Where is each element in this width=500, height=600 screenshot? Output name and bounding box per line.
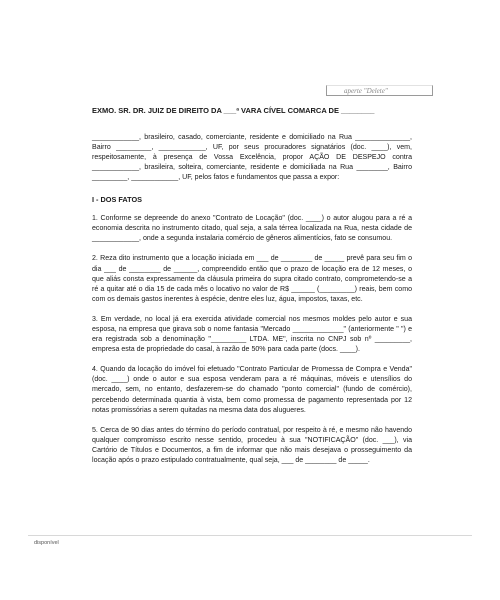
paragraph-2: 2. Reza dito instrumento que a locação iniciada em ___ de ________ de _____ prevê para seu fim o dia ___ de ________ de ______, compreendido então que o prazo de locação era de 12 meses, o que aliás consta expressamente da cláusula primeira do supra citado contrato, comprometendo-se a ré a quitar até o dia 15 de cada mês o locativo no valor de R$ ______ (_________) reais, bem como com os demais gastos inerentes à espécie, dentre eles luz, água, impostos, taxas, etc. [92,255,412,303]
delete-hint-box [326,85,433,96]
paragraph-1: 1. Conforme se depreende do anexo "Contrato de Locação" (doc. ____) o autor alugou para a ré a economia descrita no instrumento citado, qual seja, a sala térrea localizada na Rua, nesta cidade de ____________, onde a segunda instalaria comércio de gêneros alimentícios, fato se consumou. [92,215,412,243]
document-title: EXMO. SR. DR. JUIZ DE DIREITO DA ___ª VARA CÍVEL COMARCA DE ________ [92,106,375,115]
delete-hint-text: aperte "Delete" [344,87,388,95]
document-body [92,106,412,476]
section-title: I - DOS FATOS [92,195,143,205]
paragraph-3: 3. Em verdade, no local já era exercida atividade comercial nos mesmos moldes pelo autor e sua esposa, na empresa que girava sob o nome fantasia "Mercado _____________" (anteriormente " ") e era registrada sob a denominação "_________ LTDA. ME", inscrita no CNPJ sob nº _________, empresa esta de propriedade do casal, à razão de 50% para cada parte (docs. ____). [92,315,412,354]
footer-text: disponível [34,540,59,546]
intro-paragraph: ____________, brasileiro, casado, comerciante, residente e domiciliado na Rua ______________, Bairro _________, ____________, UF, por seus procuradores signatários (doc. ____), vem, respeitosamente, à presença de Vossa Excelência, propor AÇÃO DE DESPEJO contra ____________, brasileira, solteira, comerciante, residente e domiciliada na Rua ________, Bairro _________, ____________, UF, pelos fatos e fundamentos que passa a expor: [92,133,412,181]
footer-divider [28,535,472,536]
paragraph-5: 5. Cerca de 90 dias antes do término do período contratual, por respeito à ré, e mesmo não havendo qualquer compromisso escrito nesse sentido, procedeu à sua "NOTIFICAÇÃO" (doc. ___), via Cartório de Títulos e Documentos, a fim de informar que não mais desejava o prosseguimento da locação após o prazo estipulado contratualmente, qual seja, ___ de ________ de _____. [92,426,412,465]
paragraph-4: 4. Quando da locação do imóvel foi efetuado "Contrato Particular de Promessa de Compra e Venda" (doc. ____) onde o autor e sua esposa venderam para a ré máquinas, móveis e utensílios do mercado, sem, no entanto, desfazerem-se do chamado "ponto comercial" (fundo de comércio), percebendo determinada quantia à vista, bem como promessa de pagamento representada por 12 notas promissórias a serem quitadas na mesma data dos alugueres. [92,366,412,414]
